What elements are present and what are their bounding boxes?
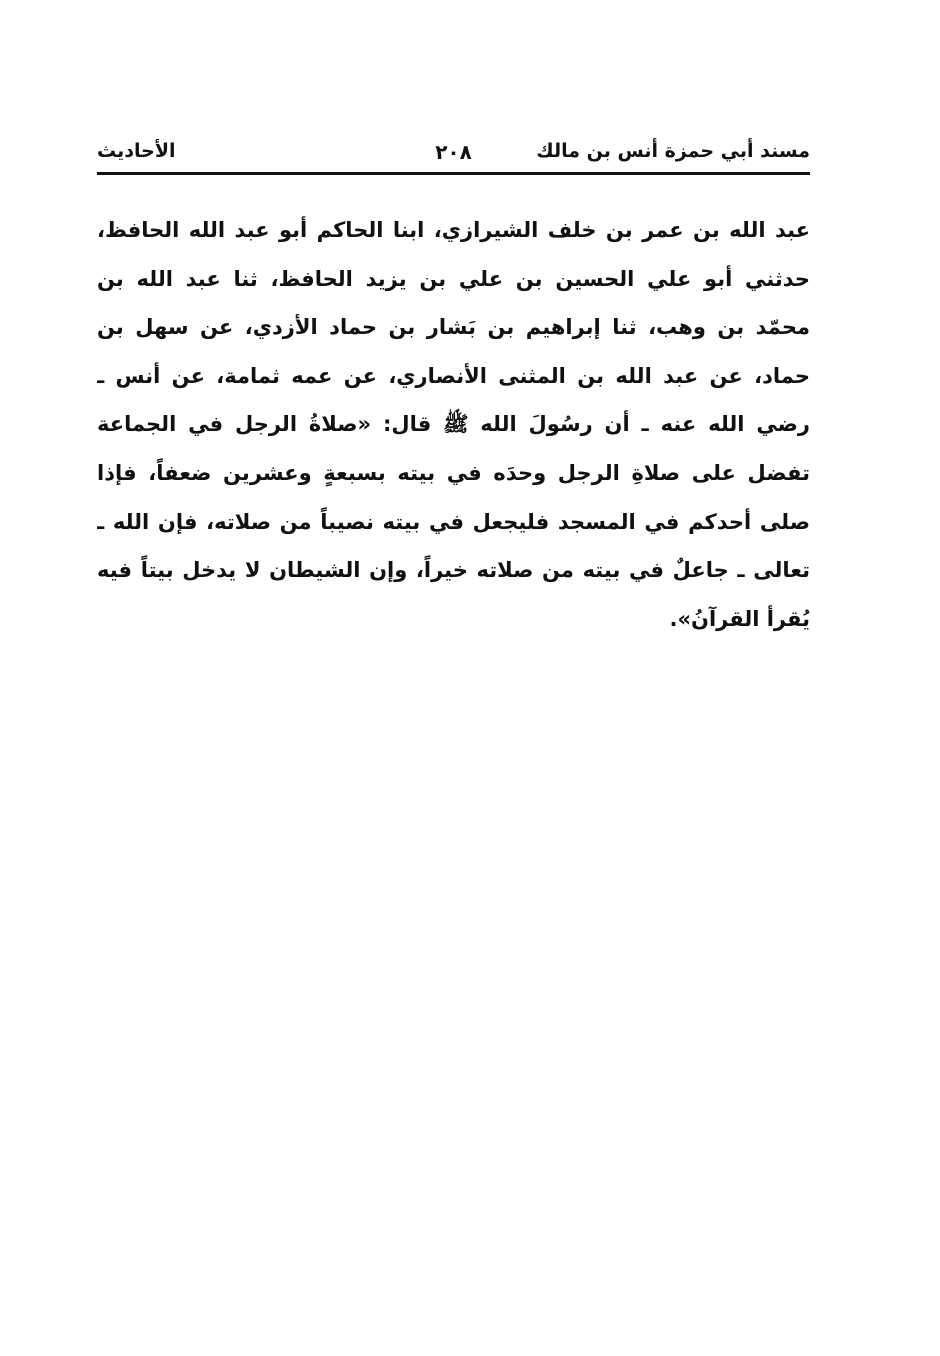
text-line: حدثني أبو علي الحسين بن علي بن يزيد الحافظ، ثنا عبد الله بن	[97, 266, 810, 291]
text-line: رضي الله عنه ـ أن رسُولَ الله ﷺ قال: «صلاةُ الرجل في الجماعة	[97, 412, 810, 437]
page-number: ٢٠٨	[435, 140, 472, 164]
text-line: تفضل على صلاةِ الرجل وحدَه في بيته بسبعةٍ وعشرين ضعفاً، فإذا	[97, 460, 810, 485]
text-line: صلى أحدكم في المسجد فليجعل في بيته نصيباً من صلاته، فإن الله ـ	[97, 509, 810, 534]
section-title: الأحاديث	[97, 140, 176, 162]
book-title: مسند أبي حمزة أنس بن مالك	[536, 140, 810, 162]
text-line: محمّد بن وهب، ثنا إبراهيم بن بَشار بن حماد الأزدي، عن سهل بن	[97, 315, 810, 340]
header-divider	[97, 172, 810, 175]
hadith-text	[97, 206, 810, 643]
page-header	[97, 136, 810, 170]
text-line: يُقرأ القرآنُ».	[669, 606, 810, 631]
text-line: حماد، عن عبد الله بن المثنى الأنصاري، عن عمه ثمامة، عن أنس ـ	[97, 363, 810, 388]
text-line: عبد الله بن عمر بن خلف الشيرازي، ابنا الحاكم أبو عبد الله الحافظ،	[97, 218, 810, 242]
text-line: تعالى ـ جاعلٌ في بيته من صلاته خيراً، وإن الشيطان لا يدخل بيتاً فيه	[97, 558, 810, 583]
